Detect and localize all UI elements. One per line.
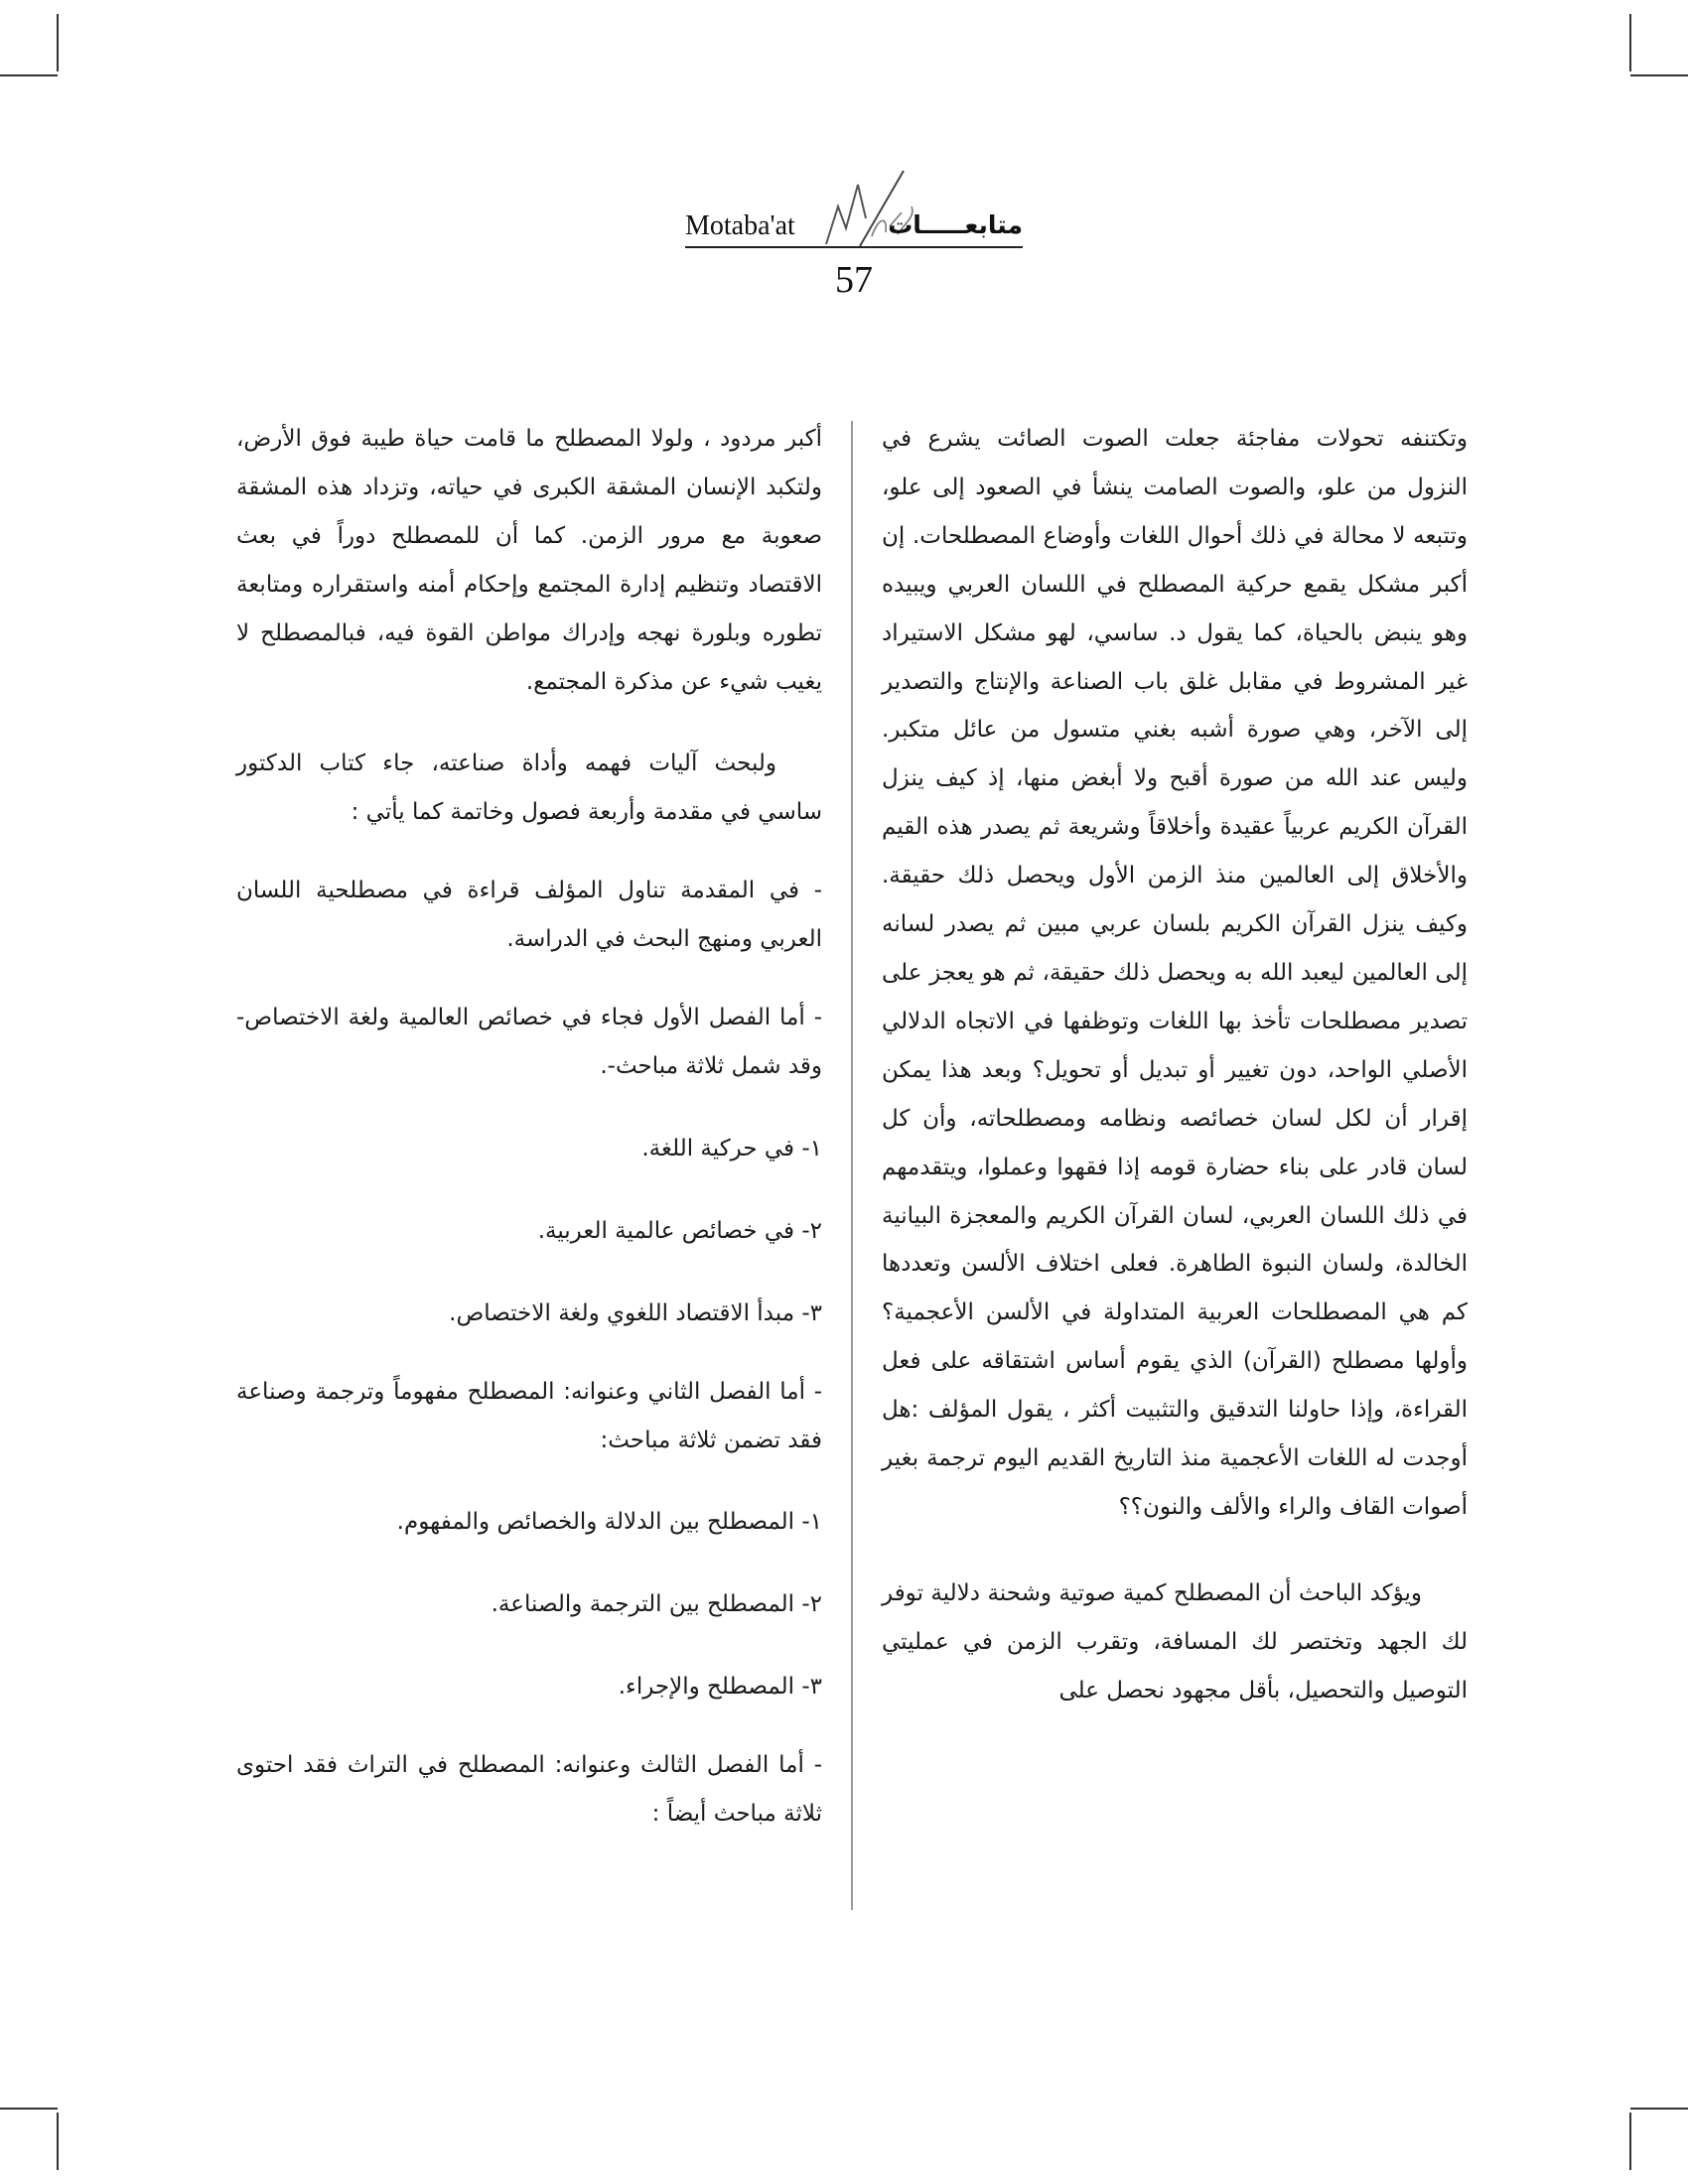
- body-paragraph: ولبحث آليات فهمه وأداة صناعته، جاء كتاب الدكتور ساسي في مقدمة وأربعة فصول وخاتمة كما يأتي :: [236, 751, 822, 826]
- crop-mark-bottom-left-horizontal: [0, 2108, 58, 2110]
- crop-mark-bottom-right-vertical: [1629, 2113, 1631, 2170]
- list-item: ٣- المصطلح والإجراء.: [618, 1674, 822, 1701]
- list-item: - أما الفصل الثالث وعنوانه: المصطلح في التراث فقد احتوى ثلاثة مباحث أيضاً :: [236, 1752, 822, 1828]
- right-column: [882, 415, 1468, 1715]
- crop-mark-bottom-right-horizontal: [1630, 2108, 1688, 2110]
- list-item: ٢- المصطلح بين الترجمة والصناعة.: [491, 1591, 822, 1618]
- running-header: [685, 167, 1023, 316]
- list-item: - أما الفصل الثاني وعنوانه: المصطلح مفهوماً وترجمة وصناعة فقد تضمن ثلاثة مباحث:: [236, 1378, 822, 1453]
- column-divider: [851, 421, 853, 1910]
- list-item: ١- في حركية اللغة.: [641, 1135, 822, 1161]
- body-paragraph: وتكتنفه تحولات مفاجئة جعلت الصوت الصائت يشرع في النزول من علو، والصوت الصامت ينشأ في الصعود إلى علو، وتتبعه لا محالة في ذلك أحوال اللغات وأوضاع المصطلحات. إن أكبر مشكل يقمع حركية المصطلح في اللسان العربي ويبيده وهو ينبض بالحياة، كما يقول د. ساسي، لهو مشكل الاستيراد غير المشروط في مقابل غلق باب الصناعة والإنتاج والتصدير إلى الآخر، وهي صورة أشبه بغني متسول من عائل متكبر. وليس عند الله من صورة أقبح ولا أبغض منها، إذ كيف ينزل القرآن الكريم عربياً عقيدة وأخلاقاً وشريعة ثم يصدر هذه القيم والأخلاق إلى العالمين منذ الزمن الأول ويحصل ذلك حقيقة. وكيف ينزل القرآن الكريم بلسان عربي مبين ثم يصدر لسانه إلى العالمين ليعبد الله به ويحصل ذلك حقيقة، ثم هو يعجز على تصدير مصطلحات تأخذ بها اللغات وتوظفها في الاتجاه الدلالي الأصلي الواحد، دون تغيير أو تبديل أو تحويل؟ وبعد هذا يمكن إقرار أن لكل لسان خصائصه ونظامه ومصطلحاته، وأن كل لسان قادر على بناء حضارة قومه إذا فقهوا وعملوا، ويتقدمهم في ذلك اللسان العربي، لسان القرآن الكريم والمعجزة البيانية الخالدة، ولسان النبوة الطاهرة. فعلى اختلاف الألسن وتعددها كم هي المصطلحات العربية المتداولة في الألسن الأعجمية؟ وأولها مصطلح (القرآن) الذي يقوم أساس اشتقاقه على فعل القراءة، وإذا حاولنا التدقيق والتثبيت أكثر ، يقول المؤلف :هل أوجدت له اللغات الأعجمية منذ التاريخ القديم اليوم ترجمة بغير أصوات القاف والراء والألف والنون؟؟: [882, 426, 1468, 1520]
- list-item: - أما الفصل الأول فجاء في خصائص العالمية ولغة الاختصاص- وقد شمل ثلاثة مباحث-.: [236, 1005, 822, 1079]
- header-rule: [685, 246, 1023, 248]
- crop-mark-bottom-left-vertical: [57, 2113, 59, 2170]
- crop-mark-top-right-horizontal: [1630, 74, 1688, 76]
- list-item: ١- المصطلح بين الدلالة والخصائص والمفهوم.: [396, 1509, 822, 1536]
- page-number: 57: [835, 259, 873, 301]
- crop-mark-top-left-vertical: [57, 14, 59, 71]
- journal-title-arabic: متابعـــــات: [888, 210, 1023, 239]
- crop-mark-top-right-vertical: [1629, 14, 1631, 71]
- list-item: - في المقدمة تناول المؤلف قراءة في مصطلحية اللسان العربي ومنهج البحث في الدراسة.: [236, 878, 822, 953]
- body-paragraph: ويؤكد الباحث أن المصطلح كمية صوتية وشحنة دلالية توفر لك الجهد وتختصر لك المسافة، وتقرب الزمن في عمليتي التوصيل والتحصيل، بأقل مجهود نحصل على: [882, 1579, 1468, 1704]
- list-item: ٢- في خصائص عالمية العربية.: [537, 1217, 822, 1244]
- journal-title-latin: Motaba'at: [685, 210, 795, 241]
- list-item: ٣- مبدأ الاقتصاد اللغوي ولغة الاختصاص.: [449, 1299, 822, 1326]
- crop-mark-top-left-horizontal: [0, 74, 58, 76]
- left-column: [236, 415, 822, 1839]
- body-paragraph: أكبر مردود ، ولولا المصطلح ما قامت حياة طيبة فوق الأرض، ولتكبد الإنسان المشقة الكبرى في حياته، وتزداد هذه المشقة صعوبة مع مرور الزمن. كما أن للمصطلح دوراً في بعث الاقتصاد وتنظيم إدارة المجتمع وإحكام أمنه واستقراره ومتابعة تطوره وبلورة نهجه وإدراك مواطن القوة فيه، فبالمصطلح لا يغيب شيء عن مذكرة المجتمع.: [236, 426, 822, 695]
